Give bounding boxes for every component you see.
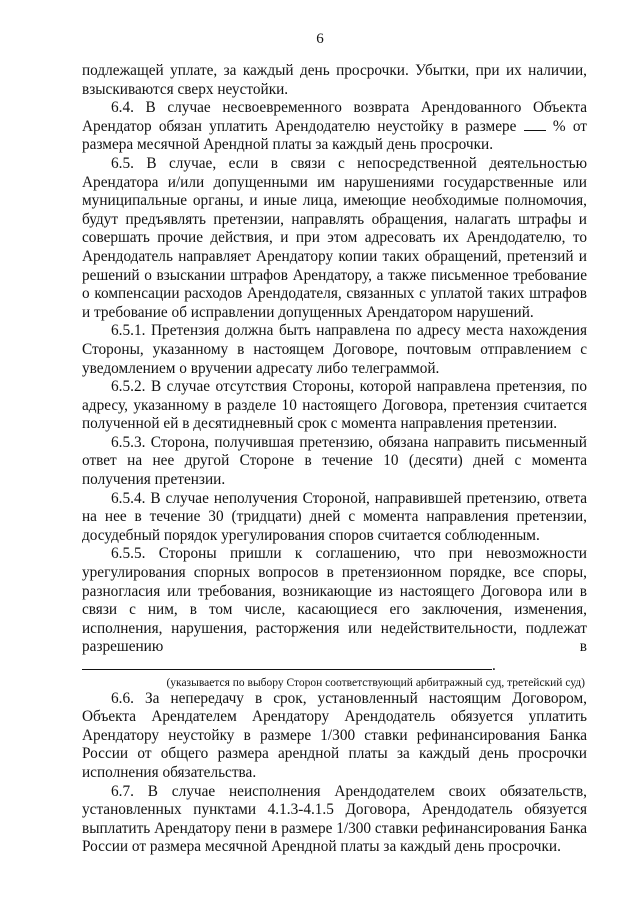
page-number: 6 [316,31,324,47]
paragraph-continuation: подлежащей уплате, за каждый день просрочки. Убытки, при их наличии, взыскиваются сверх неустойки. [82,62,587,98]
paragraph-6-5-5-end: . [492,657,496,674]
court-field-note: (указывается по выбору Сторон соответствующий арбитражный суд, третейский суд) [166,676,585,689]
paragraph-6-5: 6.5. В случае, если в связи с непосредственной деятельностью Арендатора и/или допущенными им нарушениями государственные или муниципальные органы, и иные лица, имеющие необходимые полномочия, будут предъявлять претензии, направлять обращения, налагать штрафы и совершать прочие действия, и при этом адресовать их Арендодателю, то Арендодатель направляет Арендатору копии таких обращений, претензий и решений о взыскании штрафов Арендатору, а также письменное требование о компенсации расходов Арендодателя, связанных с уплатой таких штрафов и требование об исправлении допущенных Арендатором нарушений. [82,154,587,321]
paragraph-6-5-1: 6.5.1. Претензия должна быть направлена по адресу места нахождения Стороны, указанному в настоящем Договоре, почтовым отправлением с уведомлением о вручении адресату либо телеграммой. [82,322,587,377]
paragraph-6-4-text-b: % от размера месячной Арендной платы за каждый день просрочки. [82,117,587,154]
paragraph-6-5-5-text: 6.5.5. Стороны пришли к соглашению, что при невозможности урегулирования спорных вопросов в претензионном порядке, все споры, разногласия или требования, возникающие из настоящего Договора или в связи с ним, в том числе, касающиеся его заключения, изменения, исполнения, нарушения, расторжения или недействительности, подлежат разрешению в [82,545,587,656]
paragraph-6-5-3: 6.5.3. Сторона, получившая претензию, обязана направить письменный ответ на нее другой Стороне в течение 10 (десяти) дней с момента получения претензии. [82,433,587,489]
document-body [82,62,587,857]
court-blank-field [82,657,492,670]
paragraph-6-5-2: 6.5.2. В случае отсутствия Стороны, которой направлена претензия, по адресу, указанному в разделе 10 настоящего Договора, претензия считается полученной ей в десятидневный срок с момента направления претензии. [82,378,587,433]
paragraph-6-6: 6.6. За непередачу в срок, установленный настоящим Договором, Объекта Арендателем Арендатору Арендодатель обязуется уплатить Арендатору неустойку в размере 1/300 ставки рефинансирования Банка России от общего размера арендной платы за каждый день просрочки исполнения обязательства. [82,689,587,781]
percent-blank-field [524,118,546,131]
paragraph-6-5-5 [82,545,587,675]
paragraph-6-7: 6.7. В случае неисполнения Арендодателем своих обязательств, установленных пунктами 4.1.3-4.1.5 Договора, Арендодатель обязуется выплатить Арендатору пени в размере 1/300 ставки рефинансирования Банка России от размера месячной Арендной платы за каждый день просрочки. [82,782,587,856]
paragraph-6-5-4: 6.5.4. В случае неполучения Стороной, направившей претензию, ответа на нее в течение 30 (тридцати) дней с момента направления претензии, досудебный порядок урегулирования споров считается соблюденным. [82,489,587,544]
paragraph-6-4-text-a: 6.4. В случае несвоевременного возврата Арендованного Объекта Арендатор обязан уплатить Арендодателю неустойку в размере [82,99,587,135]
paragraph-6-4 [82,99,587,155]
